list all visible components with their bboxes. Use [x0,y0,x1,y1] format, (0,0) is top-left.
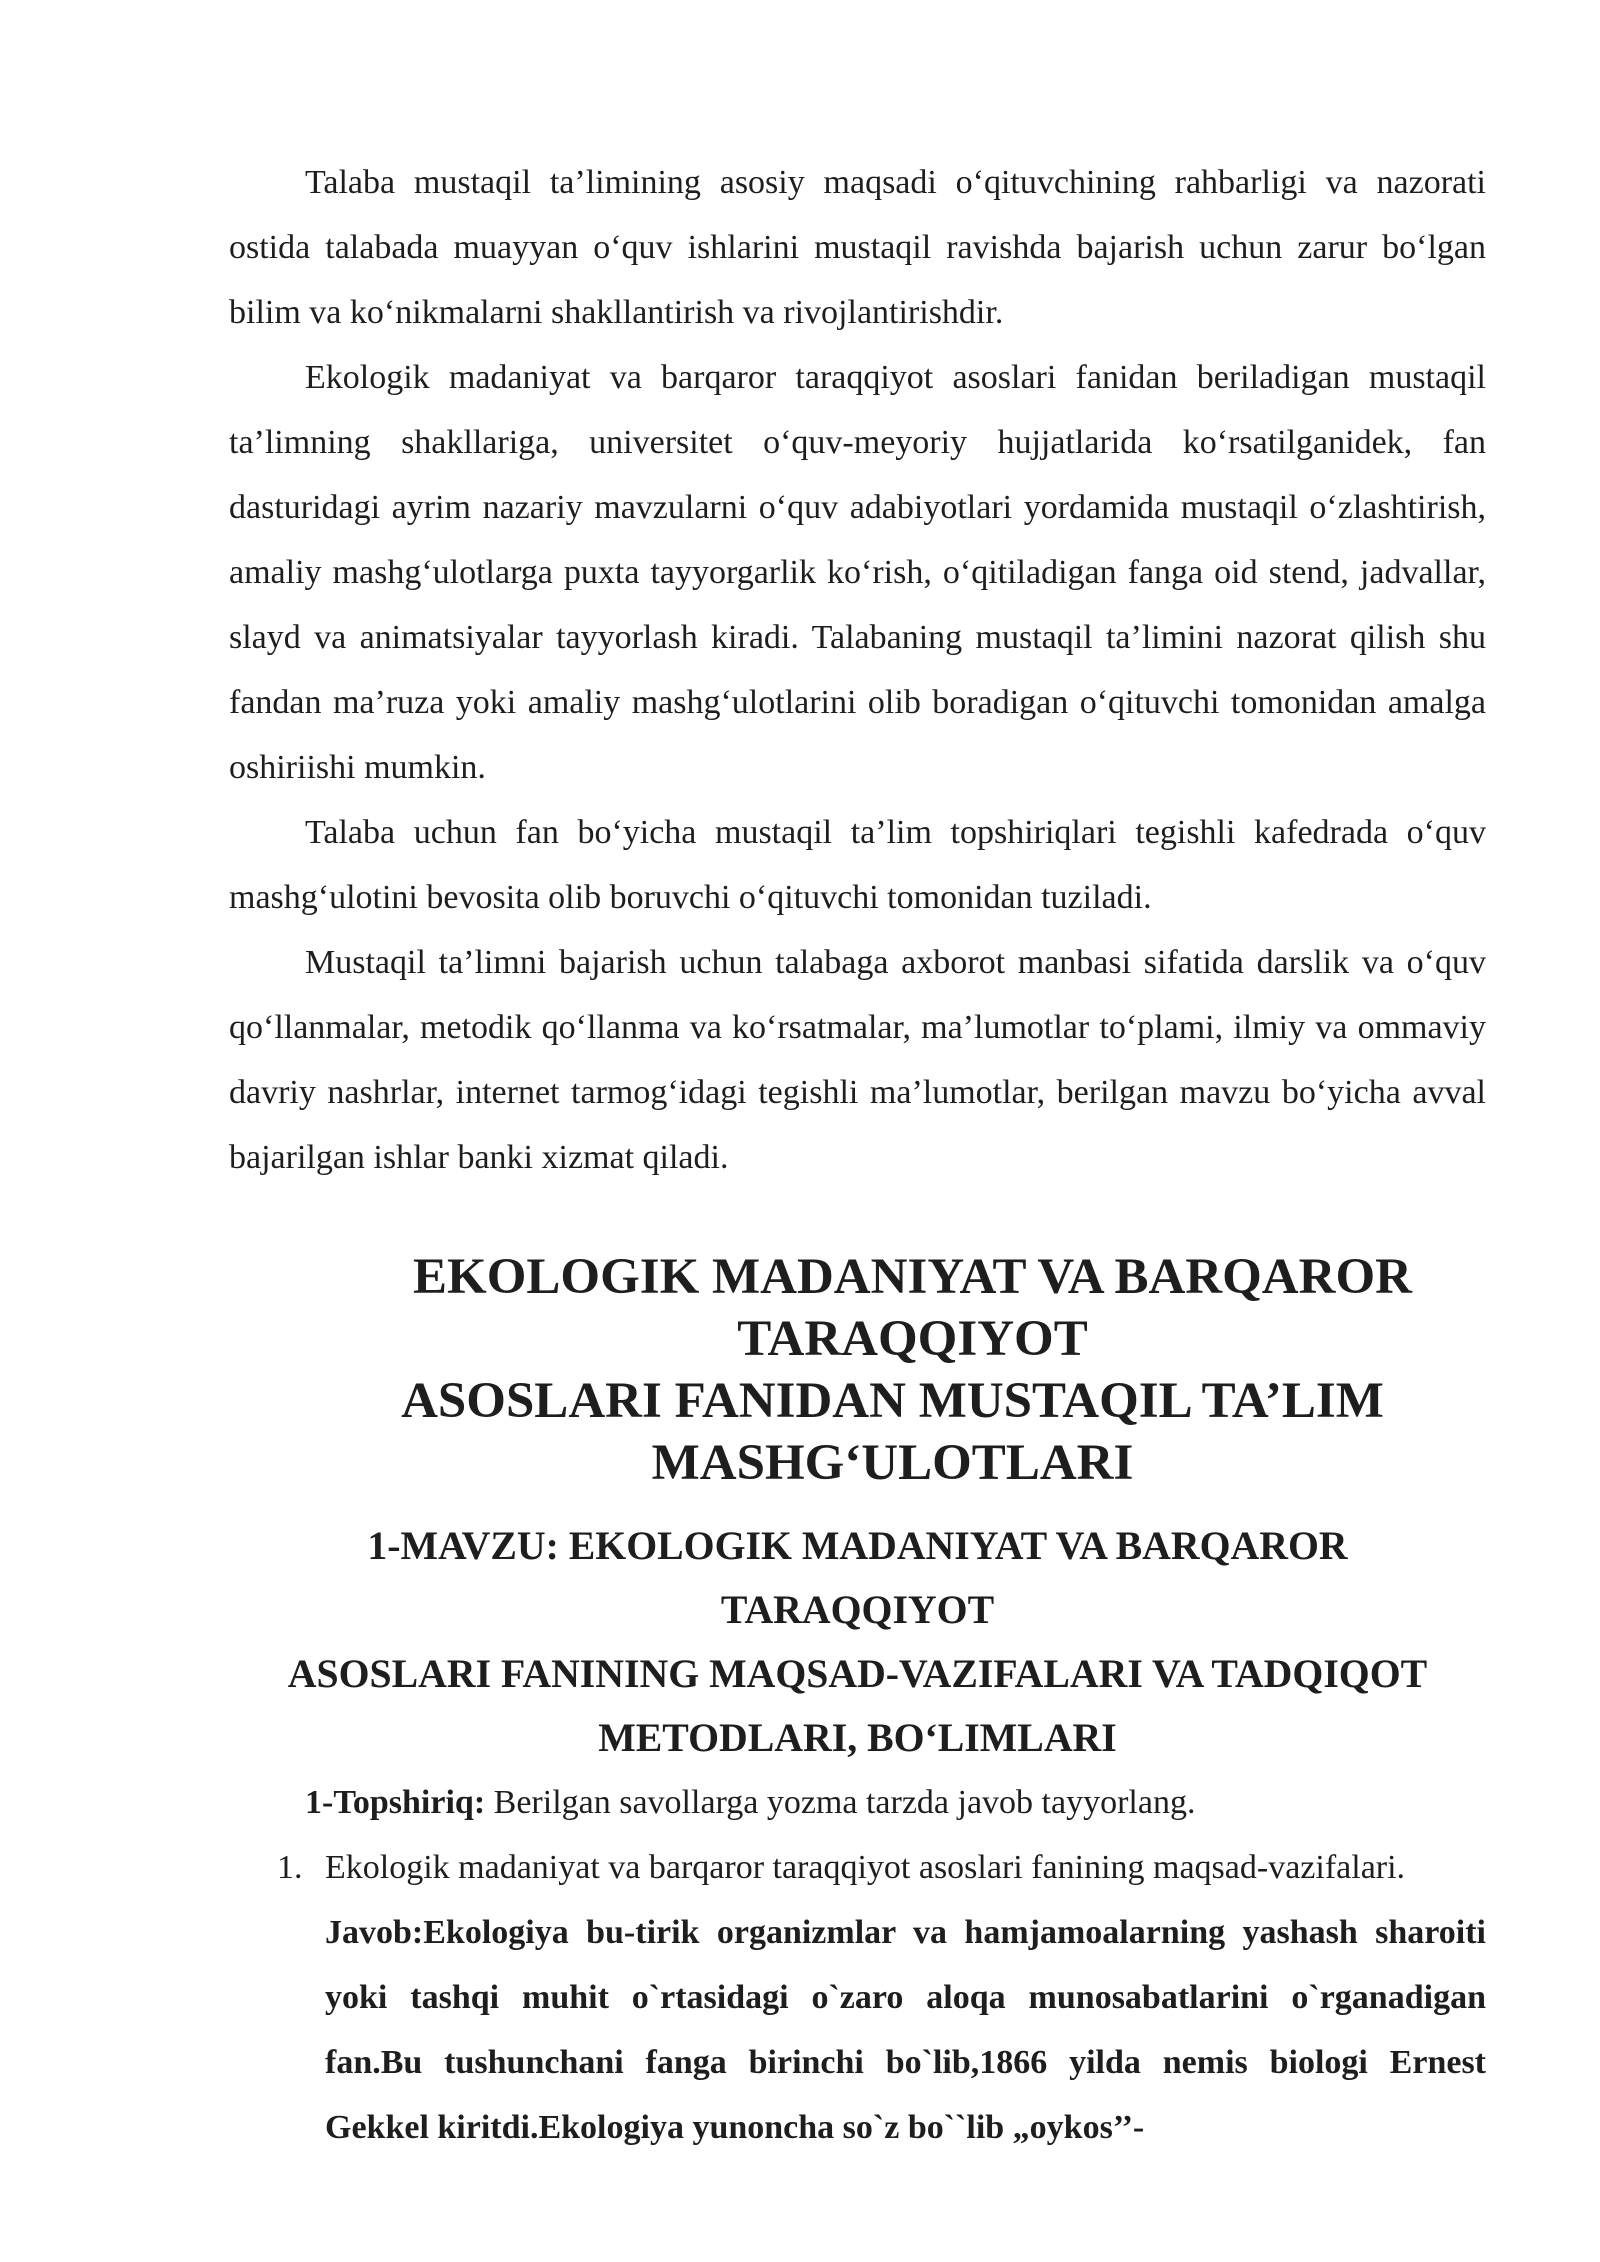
section-title [229,1246,1486,1494]
section-title-line-2: ASOSLARI FANIDAN MUSTAQIL TA’LIM MASHG‘ULOTLARI [401,1373,1384,1491]
paragraph-forms: Ekologik madaniyat va barqaror taraqqiyot asoslari fanidan beriladigan mustaqil ta’limning shakllariga, universitet o‘quv-meyoriy hujjatlarida ko‘rsatilganidek, fan dasturidagi ayrim nazariy mavzularni o‘quv adabiyotlari yordamida mustaqil o‘zlashtirish, amaliy mashg‘ulotlarga puxta tayyorgarlik ko‘rish, o‘qitiladigan fanga oid stend, jadvallar, slayd va animatsiyalar tayyorlash kiradi. Talabaning mustaqil ta’limini nazorat qilish shu fandan ma’ruza yoki amaliy mashg‘ulotlarini olib boradigan o‘qituvchi tomonidan amalga oshiriishi mumkin. [229,359,1486,786]
question-text: Ekologik madaniyat va barqaror taraqqiyot asoslari fanining maqsad-vazifalari. [325,1849,1406,1886]
task-text: Berilgan savollarga yozma tarzda javob tayyorlang. [485,1784,1196,1821]
task-label: 1-Topshiriq: [305,1784,486,1821]
section-title-line-1: EKOLOGIK MADANIYAT VA BARQAROR TARAQQIYOT [413,1249,1412,1367]
topic-title [229,1514,1486,1770]
topic-title-line-1: 1-MAVZU: EKOLOGIK MADANIYAT VA BARQAROR TARAQQIYOT [367,1524,1348,1632]
answer-text: Javob:Ekologiya bu-tirik organizmlar va hamjamoalarning yashash sharoiti yoki tashqi muhit o`rtasidagi o`zaro aloqa munosabatlarini o`rganadigan fan.Bu tushunchani fanga birinchi bo`lib,1866 yilda nemis biologi Ernest Gekkel kiritdi.Ekologiya yunoncha so`z bo``lib „oykos’’- [325,1914,1486,2146]
topic-title-line-3: METODLARI, BO‘LIMLARI [598,1716,1117,1760]
question-list [229,1835,1486,1900]
question-number: 1. [277,1849,303,1886]
paragraph-assignments: Talaba uchun fan bo‘yicha mustaqil ta’lim topshiriqlari tegishli kafedrada o‘quv mashg‘ulotini bevosita olib boruvchi o‘qituvchi tomonidan tuziladi. [229,814,1486,916]
topic-title-line-2: ASOSLARI FANINING MAQSAD-VAZIFALARI VA TADQIQOT [287,1652,1428,1696]
paragraph-purpose: Talaba mustaqil ta’limining asosiy maqsadi o‘qituvchining rahbarligi va nazorati ostida talabada muayyan o‘quv ishlarini mustaqil ravishda bajarish uchun zarur bo‘lgan bilim va ko‘nikmalarni shakllantirish va rivojlantirishdir. [229,164,1486,331]
task-line [229,1770,1486,1835]
question-item [229,1835,1486,1900]
document-page [229,150,1486,2160]
spacer [229,1190,1486,1246]
paragraph-sources: Mustaqil ta’limni bajarish uchun talabaga axborot manbasi sifatida darslik va o‘quv qo‘llanmalar, metodik qo‘llanma va ko‘rsatmalar, ma’lumotlar to‘plami, ilmiy va ommaviy davriy nashrlar, internet tarmog‘idagi tegishli ma’lumotlar, berilgan mavzu bo‘yicha avval bajarilgan ishlar banki xizmat qiladi. [229,944,1486,1176]
